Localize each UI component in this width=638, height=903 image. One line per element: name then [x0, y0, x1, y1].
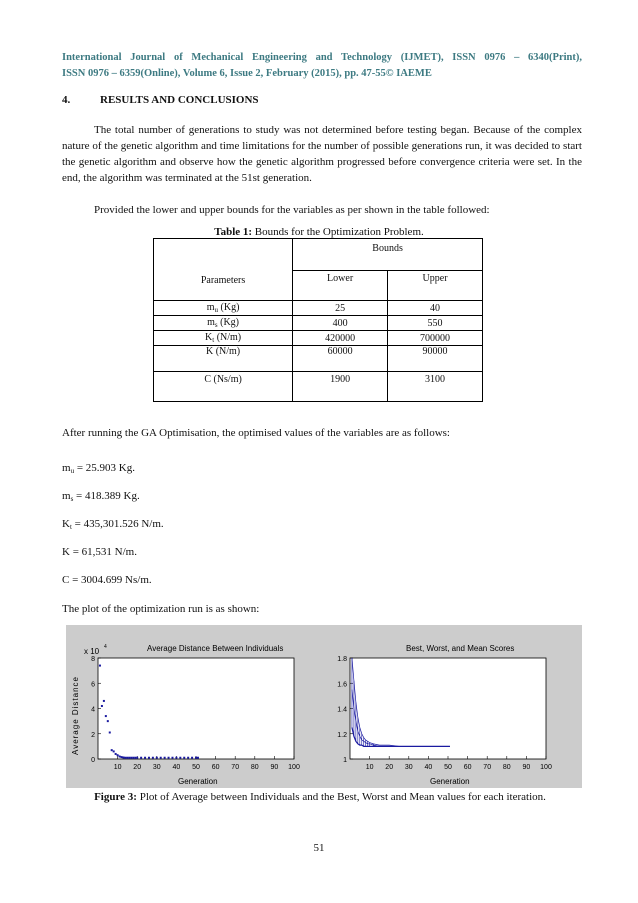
figure-3	[66, 625, 582, 788]
plot1-point	[136, 757, 138, 759]
result-mu: $m_u = 25.903$ Kg.	[62, 462, 135, 475]
section-number: 4.	[62, 94, 71, 106]
plot1-point	[124, 757, 126, 759]
result-ms: $m_s = 418.389$ Kg.	[62, 490, 140, 503]
plot1-point	[175, 757, 177, 759]
plot1-xtick-label: 50	[192, 764, 200, 771]
plot2-ytick-label: 1.4	[337, 706, 347, 714]
plot1-multiplier-exp: 4	[104, 644, 107, 650]
header-lower: Lower	[293, 271, 388, 301]
plot2-xtick-label: 60	[463, 764, 472, 771]
figure-caption-label: Figure 3:	[94, 791, 137, 803]
figure-svg	[66, 625, 582, 788]
plot2-title: Best, Worst, and Mean Scores	[406, 644, 515, 653]
plot1-multiplier: x 10	[84, 647, 100, 656]
header-parameters: Parameters	[154, 239, 293, 301]
plot1-point	[122, 756, 124, 758]
paragraph-2: Provided the lower and upper bounds for the variables as per shown in the table followed:	[94, 204, 490, 216]
plot1-point	[128, 757, 130, 759]
plot2-xtick-label: 40	[424, 764, 433, 771]
plot1-point	[140, 757, 142, 759]
plot2-xtick-label: 50	[444, 764, 452, 771]
plot1-ylabel: Average Distance	[71, 676, 80, 755]
bounds-table	[153, 238, 483, 402]
plot1-xtick-label: 20	[133, 764, 142, 771]
plot1-ytick-label: 4	[91, 706, 95, 714]
plot1-point	[121, 756, 123, 758]
table-caption	[0, 226, 638, 238]
plot1-point	[160, 757, 162, 759]
plot1-xlabel: Generation	[178, 777, 218, 786]
table-row: K (N/m) 60000 90000	[154, 346, 483, 372]
plot-best-worst-mean	[337, 644, 552, 786]
plot1-point	[101, 705, 103, 707]
result-kt: $K_t = 435,301.526$ N/m.	[62, 518, 164, 531]
plot2-xtick-label: 10	[365, 764, 374, 771]
result-k: K = 61,531 N/m.	[62, 546, 137, 558]
paragraph-1	[62, 122, 582, 186]
header-bounds: Bounds	[293, 239, 483, 271]
plot1-point	[187, 757, 189, 759]
results-intro: After running the GA Optimisation, the optimised values of the variables are as follows:	[62, 427, 450, 439]
plot1-point	[179, 757, 181, 759]
plot1-point	[156, 757, 158, 759]
plot2-xtick-label: 30	[404, 764, 413, 771]
plot1-axes	[98, 658, 294, 759]
plot2-xtick-label: 20	[385, 764, 394, 771]
section-title: RESULTS AND CONCLUSIONS	[100, 94, 259, 106]
plot2-ytick-label: 1.6	[337, 681, 347, 689]
plot1-point	[171, 757, 173, 759]
plot1-xtick-label: 10	[113, 764, 122, 771]
plot1-point	[111, 749, 113, 751]
table-caption-label: Table 1:	[214, 226, 253, 238]
header-upper: Upper	[388, 271, 483, 301]
plot1-point	[168, 757, 170, 759]
plot1-point	[119, 755, 121, 757]
plot1-point	[183, 757, 185, 759]
paragraph-1-text: The total number of generations to study was not determined before testing began. Because of the complex nature of the genetic algorithm and time limitations for the number of possible generations run, it was decided to start the genetic algorithm and observe how the genetic algorithm progressed before convergence criteria were set. In the end, the algorithm was terminated at the 51st generation.	[62, 124, 582, 184]
plot1-point	[132, 757, 134, 759]
plot1-ytick-label: 8	[91, 656, 95, 663]
plot1-title: Average Distance Between Individuals	[147, 644, 284, 653]
plot1-point	[130, 757, 132, 759]
table-row: C (Ns/m) 1900 3100	[154, 372, 483, 402]
plot1-ytick-label: 2	[91, 731, 95, 739]
section-heading	[62, 94, 259, 106]
table-row: $K_t$ (N/m) 420000 700000	[154, 331, 483, 346]
plot2-xtick-label: 80	[502, 764, 511, 771]
plot1-xtick-label: 70	[231, 764, 240, 771]
plot2-ytick-label: 1.2	[337, 731, 347, 739]
plot1-point	[113, 750, 115, 752]
plot2-ytick-label: 1	[343, 757, 347, 764]
plot1-xtick-label: 90	[270, 764, 279, 771]
plot1-xtick-label: 60	[211, 764, 220, 771]
plot1-point	[195, 757, 197, 759]
plot1-point	[126, 757, 128, 759]
plot1-xtick-label: 100	[288, 764, 300, 771]
plot1-xtick-label: 30	[152, 764, 161, 771]
plot1-xtick-label: 80	[250, 764, 259, 771]
plot1-point	[148, 757, 150, 759]
result-c: C = 3004.699 Ns/m.	[62, 574, 152, 586]
plot2-xtick-label: 70	[483, 764, 492, 771]
plot1-ytick-label: 0	[91, 757, 95, 764]
plot2-xtick-label: 100	[540, 764, 552, 771]
plot1-point	[197, 757, 199, 759]
plot1-point	[144, 757, 146, 759]
plot1-point	[134, 757, 136, 759]
page-number: 51	[313, 842, 325, 854]
plot2-ytick-label: 1.8	[337, 656, 347, 663]
plot1-point	[103, 700, 105, 702]
plot-intro: The plot of the optimization run is as shown:	[62, 603, 260, 615]
plot1-point	[164, 757, 166, 759]
plot1-point	[152, 757, 154, 759]
plot1-point	[109, 731, 111, 733]
plot-average-distance	[71, 644, 300, 786]
plot1-point	[107, 720, 109, 722]
table-row: $m_u$ (Kg) 25 40	[154, 301, 483, 316]
plot1-xtick-label: 40	[172, 764, 181, 771]
plot1-point	[117, 754, 119, 756]
plot2-axes	[350, 658, 546, 759]
plot2-xlabel: Generation	[430, 777, 470, 786]
journal-header-line1: International Journal of Mechanical Engineering and Technology (IJMET), ISSN 0976 – 6340(Print),	[62, 52, 582, 63]
plot1-point	[105, 715, 107, 717]
journal-header	[62, 50, 582, 82]
table-caption-text: Bounds for the Optimization Problem.	[252, 226, 424, 238]
plot2-xtick-label: 90	[522, 764, 531, 771]
figure-caption	[70, 790, 570, 805]
plot1-point	[99, 665, 101, 667]
figure-caption-text: Plot of Average between Individuals and the Best, Worst and Mean values for each iteration.	[136, 791, 546, 803]
table-row: $m_s$ (Kg) 400 550	[154, 316, 483, 331]
plot1-ytick-label: 6	[91, 681, 95, 689]
plot1-point	[115, 753, 117, 755]
journal-header-line2: ISSN 0976 – 6359(Online), Volume 6, Issue 2, February (2015), pp. 47-55© IAEME	[62, 68, 432, 79]
plot1-point	[191, 757, 193, 759]
